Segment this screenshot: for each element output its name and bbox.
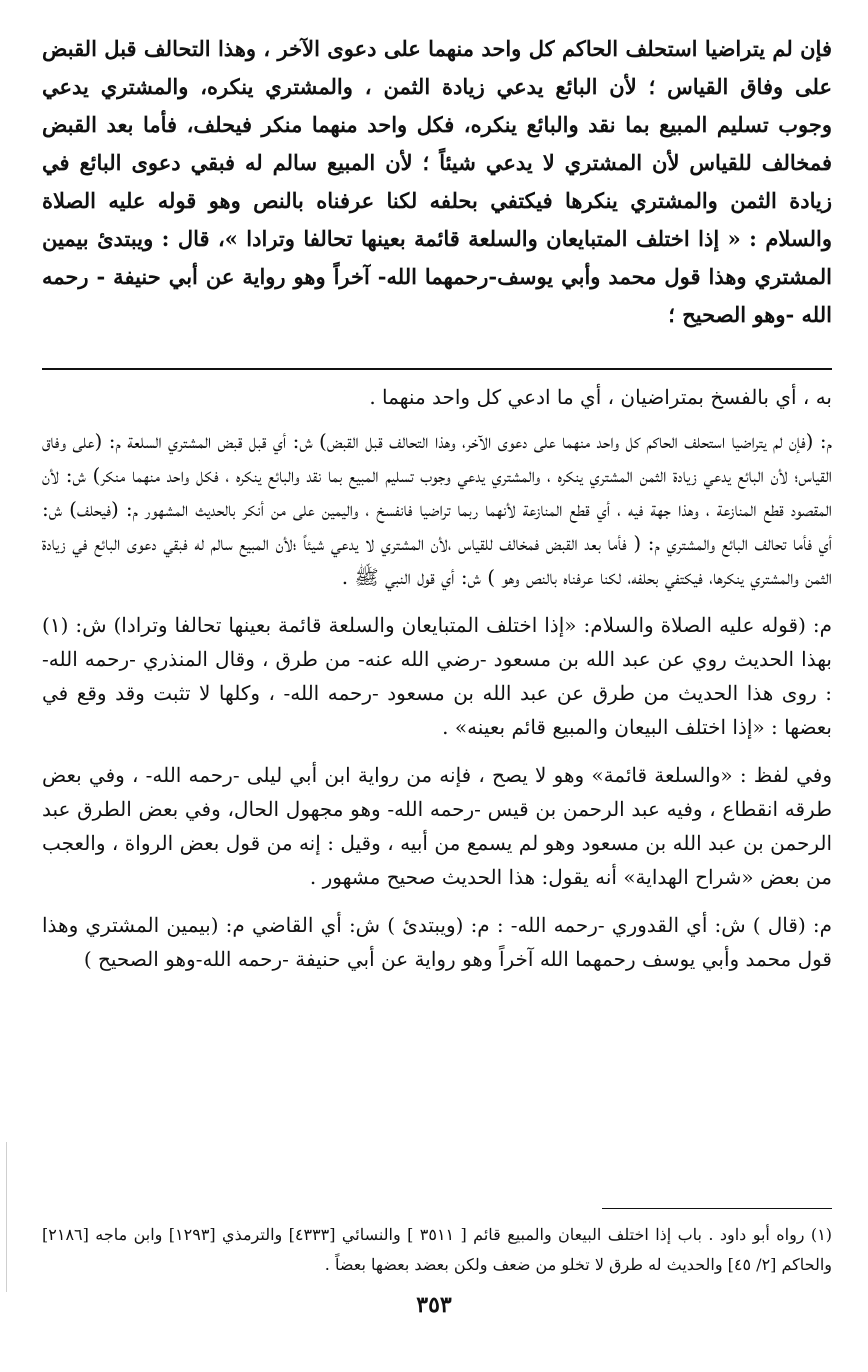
footnote-block xyxy=(42,1220,832,1280)
commentary-paragraph-2: م: (فإن لم يتراضيا استحلف الحاكم كل واحد منهما على دعوى الآخر، وهذا التحالف قبل القبض) ش: أي قبل قبض المشتري السلعة م: (على وفاق القياس؛ لأن البائع يدعي زيادة الثمن المشتري ينكره ، والمشتري يدعي وجوب تسليم المبيع بما نقد والبائع ينكره ، فكل واحد منهما منكر) ش: لأن المقصود قطع المنازعة ، وهذا جهة فيه ، أي قطع المنازعة لأنهما ربما تراضيا فانفسخ ، واليمين على من أنكر بالحديث المشهور م: (فيحلف) ش: أي فأما تحالف البائع والمشتري م: ( فأما بعد القبض فمخالف للقياس ،لأن المشتري لا يدعي شيئاً ؛لأن المبيع سالم له فبقي دعوى البائع في زيادة الثمن والمشتري ينكرها، فيكتفي بحلفه، لكنا عرفناه بالنص وهو ) ش: أي قول النبي ﷺ . xyxy=(42,429,832,589)
main-divider-line xyxy=(42,368,832,370)
footnote-text: (١) رواه أبو داود . باب إذا اختلف البيعان والمبيع قائم [ ٣٥١١ ] والنسائي [٤٣٣٣] والترمذي [١٢٩٣] وابن ماجه [٢١٨٦] والحاكم [٢/ ٤٥] والحديث له طرق لا تخلو من ضعف ولكن بعضد بعضها بعضاً . xyxy=(42,1225,833,1274)
footnote-divider-line xyxy=(602,1208,832,1209)
main-text: فإن لم يتراضيا استحلف الحاكم كل واحد منهما على دعوى الآخر ، وهذا التحالف قبل القبض على وفاق القياس ؛ لأن البائع يدعي زيادة الثمن ، والمشتري ينكره، والمشتري يدعي وجوب تسليم المبيع بما نقد والبائع ينكره، فكل واحد منهما منكر فيحلف، فأما بعد القبض فمخالف للقياس لأن المشتري لا يدعي شيئاً ؛ لأن المبيع سالم له فبقي دعوى البائع في زيادة الثمن والمشتري ينكرها فيكتفي بحلفه لكنا عرفناه بالنص وهو قوله عليه الصلاة والسلام : « إذا اختلف المتبايعان والسلعة قائمة بعينها تحالفا وترادا »، قال : ويبتدئ بيمين المشتري وهذا قول محمد وأبي يوسف-رحمهما الله- آخراً وهو رواية عن أبي حنيفة - رحمه الله -وهو الصحيح ؛ xyxy=(42,36,832,327)
commentary-paragraph-5: م: (قال ) ش: أي القدوري -رحمه الله- : م: (ويبتدئ ) ش: أي القاضي م: (بيمين المشتري وهذا قول محمد وأبي يوسف رحمهما الله آخراً وهو رواية عن أبي حنيفة -رحمه الله-وهو الصحيح ) xyxy=(42,913,832,971)
commentary-block xyxy=(42,380,832,990)
commentary-paragraph-4: وفي لفظ : «والسلعة قائمة» وهو لا يصح ، فإنه من رواية ابن أبي ليلى -رحمه الله- ، وفي بعض طرقه انقطاع ، وفيه عبد الرحمن بن قيس -رحمه الله- وهو مجهول الحال، وفي بعض الطرق عبد الرحمن بن عبد الله بن مسعود وهو لم يسمع من أبيه ، وقيل : إنه من قول بعض الرواة ، والعجب من بعض «شراح الهداية» أنه يقول: هذا الحديث صحيح مشهور . xyxy=(42,763,832,889)
commentary-paragraph-1: به ، أي بالفسخ بمتراضيان ، أي ما ادعي كل واحد منهما . xyxy=(369,385,832,409)
margin-mark xyxy=(6,1142,7,1292)
page-number: ٣٥٣ xyxy=(416,1292,452,1318)
main-text-block xyxy=(42,30,832,334)
commentary-paragraph-3: م: (قوله عليه الصلاة والسلام: «إذا اختلف المتبايعان والسلعة قائمة بعينها تحالفا وترادا) ش: (١) بهذا الحديث روي عن عبد الله بن مسعود -رضي الله عنه- من طرق ، وقال المنذري -رحمه الله- : روى هذا الحديث من طرق عن عبد الله بن مسعود -رحمه الله- ، وكلها لا تثبت وقد وقع في بعضها : «إذا اختلف البيعان والمبيع قائم بعينه» . xyxy=(42,613,832,739)
